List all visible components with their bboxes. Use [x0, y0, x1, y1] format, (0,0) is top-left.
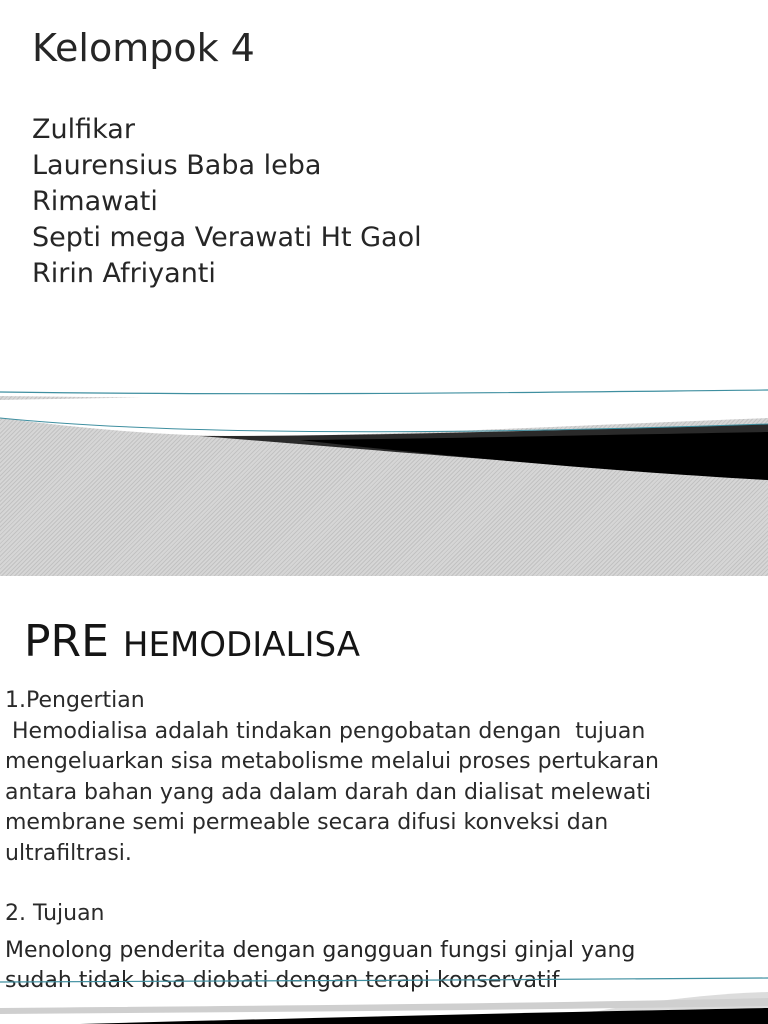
- slide-title: [24, 616, 360, 667]
- definition-line: membrane semi permeable secara difusi konveksi dan: [5, 810, 609, 835]
- definition-line: mengeluarkan sisa metabolisme melalui proses pertukaran: [5, 749, 659, 774]
- member-list: [32, 112, 422, 292]
- definition-line: antara bahan yang ada dalam darah dan dialisat melewati: [5, 779, 652, 805]
- title-rest: HEMODIALISA: [122, 625, 360, 665]
- slide-pre-hemodialisa: [0, 576, 768, 1024]
- member-item: Septi mega Verawati Ht Gaol: [32, 222, 422, 253]
- member-item: Rimawati: [32, 186, 158, 217]
- member-item: Ririn Afriyanti: [32, 258, 216, 289]
- section-heading-tujuan: 2. Tujuan: [5, 901, 105, 926]
- purpose-line: sudah tidak bisa diobati dengan terapi konservatif: [5, 968, 560, 993]
- section-heading-pengertian: 1.Pengertian: [5, 688, 145, 713]
- slide-body: [5, 686, 761, 997]
- group-title: Kelompok 4: [32, 26, 255, 70]
- purpose-line: Menolong penderita dengan gangguan fungsi ginjal yang: [5, 937, 636, 963]
- definition-line: Hemodialisa adalah tindakan pengobatan dengan tujuan: [5, 718, 646, 744]
- slide-footer-wave: [0, 964, 768, 1024]
- definition-line: ultrafiltrasi.: [5, 840, 132, 866]
- member-item: Zulfikar: [32, 114, 135, 145]
- member-item: Laurensius Baba leba: [32, 150, 322, 181]
- title-main: PRE: [24, 616, 109, 667]
